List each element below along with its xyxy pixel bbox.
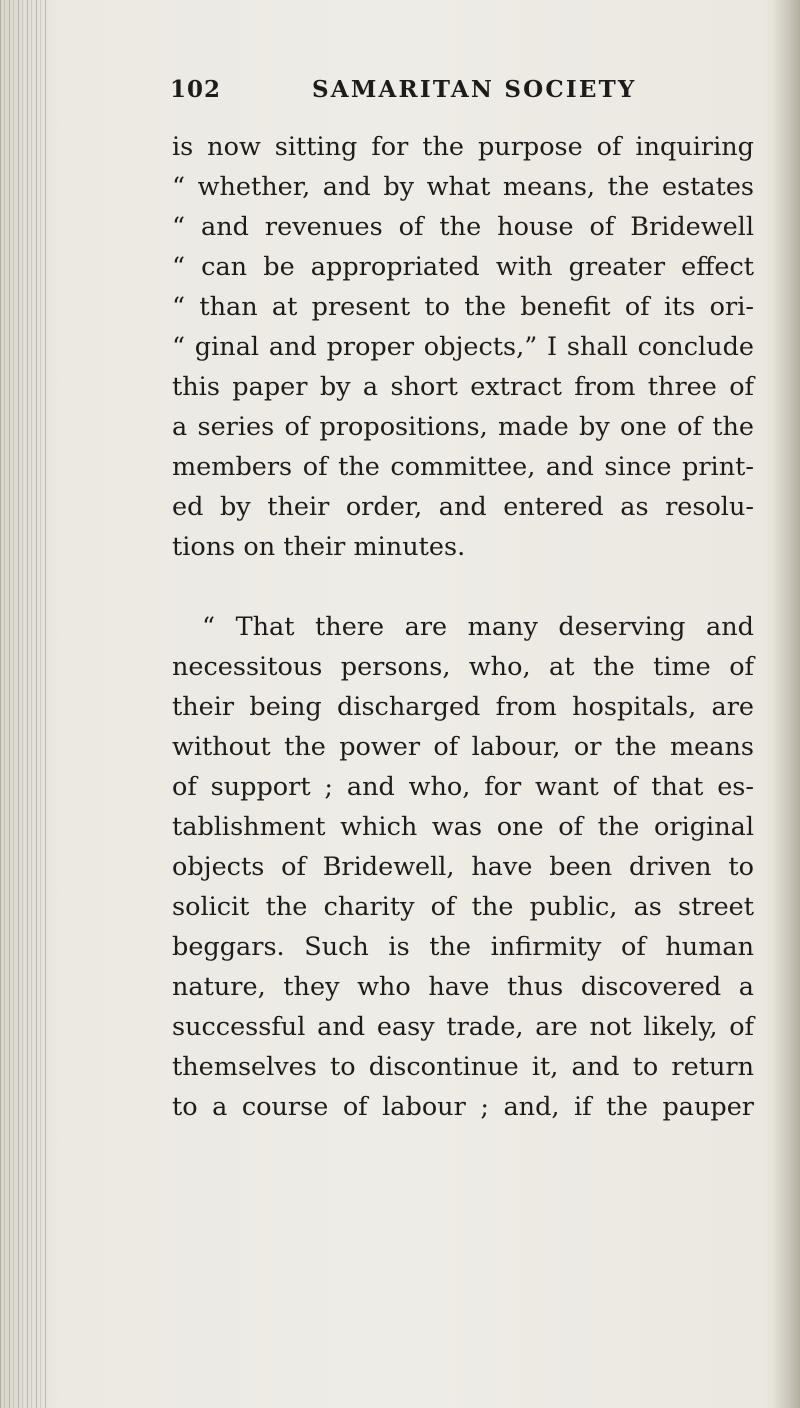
text-line: a series of propositions, made by one of the <box>172 412 754 442</box>
paragraph-2 <box>172 607 754 1127</box>
text-line: is now sitting for the purpose of inquiring <box>172 132 754 162</box>
text-line: “ whether, and by what means, the estates <box>172 172 754 202</box>
binding-gutter <box>0 0 46 1408</box>
text-line: tablishment which was one of the original <box>172 812 754 842</box>
text-line: beggars. Such is the infirmity of human <box>172 932 754 962</box>
text-line: solicit the charity of the public, as street <box>172 892 754 922</box>
text-line: this paper by a short extract from three of <box>172 372 754 402</box>
text-line: successful and easy trade, are not likely, of <box>172 1012 754 1042</box>
text-line: “ can be appropriated with greater effect <box>172 252 754 282</box>
text-line: “ ginal and proper objects,” I shall conclude <box>172 332 754 362</box>
text-line: their being discharged from hospitals, are <box>172 692 754 722</box>
text-line: nature, they who have thus discovered a <box>172 972 754 1002</box>
running-head: SAMARITAN SOCIETY <box>312 76 637 103</box>
text-line: to a course of labour ; and, if the pauper <box>172 1092 754 1122</box>
text-line: tions on their minutes. <box>172 532 466 562</box>
page-edge-shadow <box>772 0 800 1408</box>
text-line: objects of Bridewell, have been driven to <box>172 852 754 882</box>
text-line: ed by their order, and entered as resolu- <box>172 492 754 522</box>
text-line: necessitous persons, who, at the time of <box>172 652 754 682</box>
paragraph-1 <box>172 127 754 567</box>
text-line: themselves to discontinue it, and to return <box>172 1052 754 1082</box>
body-text <box>172 127 754 1127</box>
text-line: “ That there are many deserving and <box>202 612 754 642</box>
paragraph-spacer <box>172 567 754 607</box>
text-line: without the power of labour, or the means <box>172 732 754 762</box>
text-line: “ than at present to the benefit of its ori- <box>172 292 754 322</box>
page-header <box>170 76 740 116</box>
text-line: “ and revenues of the house of Bridewell <box>172 212 754 242</box>
text-line: of support ; and who, for want of that es- <box>172 772 754 802</box>
page-number: 102 <box>170 76 222 103</box>
text-line: members of the committee, and since print- <box>172 452 754 482</box>
